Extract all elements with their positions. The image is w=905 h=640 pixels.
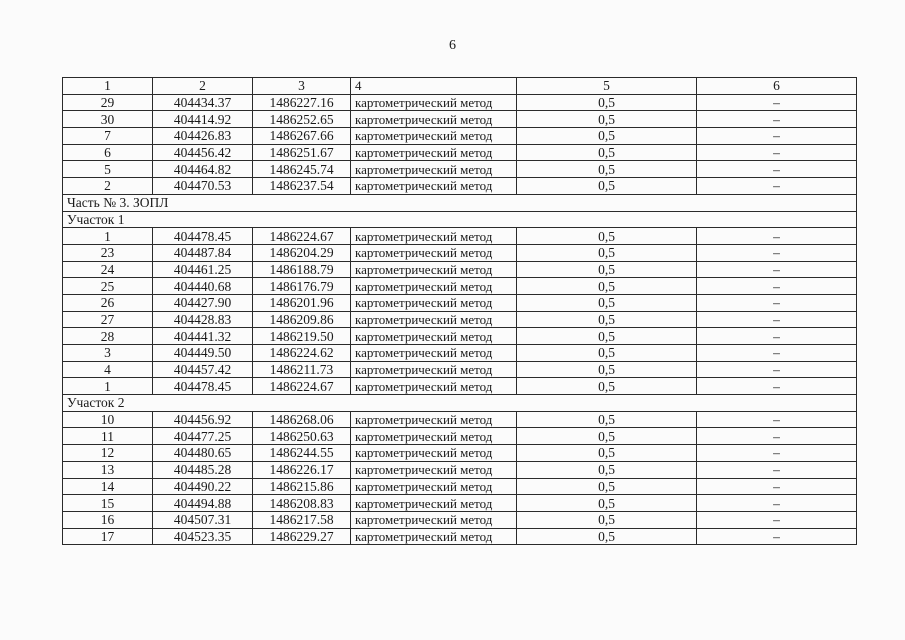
point-number-cell: 10 — [63, 411, 153, 428]
y-coordinate-cell: 1486237.54 — [253, 178, 351, 195]
y-coordinate-cell: 1486211.73 — [253, 361, 351, 378]
method-cell: картометрический метод — [351, 228, 517, 245]
x-coordinate-cell: 404440.68 — [153, 278, 253, 295]
x-coordinate-cell: 404478.45 — [153, 378, 253, 395]
column-number-header: 5 — [517, 78, 697, 95]
accuracy-cell: 0,5 — [517, 261, 697, 278]
extra-cell: – — [697, 445, 857, 462]
accuracy-cell: 0,5 — [517, 495, 697, 512]
extra-cell: – — [697, 361, 857, 378]
point-number-cell: 17 — [63, 528, 153, 545]
accuracy-cell: 0,5 — [517, 511, 697, 528]
point-number-cell: 26 — [63, 294, 153, 311]
point-number-cell: 6 — [63, 144, 153, 161]
method-cell: картометрический метод — [351, 128, 517, 145]
table-row — [63, 111, 857, 128]
extra-cell: – — [697, 261, 857, 278]
x-coordinate-cell: 404449.50 — [153, 345, 253, 362]
accuracy-cell: 0,5 — [517, 411, 697, 428]
x-coordinate-cell: 404414.92 — [153, 111, 253, 128]
column-number-header: 3 — [253, 78, 351, 95]
table-row — [63, 261, 857, 278]
point-number-cell: 4 — [63, 361, 153, 378]
y-coordinate-cell: 1486251.67 — [253, 144, 351, 161]
table-row — [63, 528, 857, 545]
accuracy-cell: 0,5 — [517, 361, 697, 378]
method-cell: картометрический метод — [351, 495, 517, 512]
accuracy-cell: 0,5 — [517, 161, 697, 178]
column-number-header: 2 — [153, 78, 253, 95]
table-body — [63, 78, 857, 545]
x-coordinate-cell: 404523.35 — [153, 528, 253, 545]
method-cell: картометрический метод — [351, 528, 517, 545]
point-number-cell: 5 — [63, 161, 153, 178]
part-title-row-label: Часть № 3. ЗОПЛ — [63, 194, 857, 211]
accuracy-cell: 0,5 — [517, 94, 697, 111]
column-number-header: 4 — [351, 78, 517, 95]
x-coordinate-cell: 404426.83 — [153, 128, 253, 145]
x-coordinate-cell: 404456.42 — [153, 144, 253, 161]
y-coordinate-cell: 1486176.79 — [253, 278, 351, 295]
table-row — [63, 244, 857, 261]
y-coordinate-cell: 1486188.79 — [253, 261, 351, 278]
accuracy-cell: 0,5 — [517, 428, 697, 445]
extra-cell: – — [697, 528, 857, 545]
table-row — [63, 345, 857, 362]
y-coordinate-cell: 1486201.96 — [253, 294, 351, 311]
y-coordinate-cell: 1486204.29 — [253, 244, 351, 261]
accuracy-cell: 0,5 — [517, 461, 697, 478]
table-row — [63, 428, 857, 445]
method-cell: картометрический метод — [351, 111, 517, 128]
part-title-row — [63, 194, 857, 211]
y-coordinate-cell: 1486208.83 — [253, 495, 351, 512]
y-coordinate-cell: 1486209.86 — [253, 311, 351, 328]
x-coordinate-cell: 404428.83 — [153, 311, 253, 328]
extra-cell: – — [697, 294, 857, 311]
x-coordinate-cell: 404494.88 — [153, 495, 253, 512]
method-cell: картометрический метод — [351, 511, 517, 528]
x-coordinate-cell: 404507.31 — [153, 511, 253, 528]
accuracy-cell: 0,5 — [517, 128, 697, 145]
point-number-cell: 23 — [63, 244, 153, 261]
section-title-row — [63, 395, 857, 412]
method-cell: картометрический метод — [351, 261, 517, 278]
table-row — [63, 178, 857, 195]
x-coordinate-cell: 404441.32 — [153, 328, 253, 345]
table-row — [63, 445, 857, 462]
x-coordinate-cell: 404478.45 — [153, 228, 253, 245]
accuracy-cell: 0,5 — [517, 345, 697, 362]
x-coordinate-cell: 404485.28 — [153, 461, 253, 478]
accuracy-cell: 0,5 — [517, 144, 697, 161]
extra-cell: – — [697, 111, 857, 128]
point-number-cell: 1 — [63, 378, 153, 395]
accuracy-cell: 0,5 — [517, 378, 697, 395]
accuracy-cell: 0,5 — [517, 311, 697, 328]
table-row — [63, 228, 857, 245]
coordinates-table — [62, 77, 857, 545]
table-row — [63, 278, 857, 295]
table-row — [63, 128, 857, 145]
method-cell: картометрический метод — [351, 178, 517, 195]
method-cell: картометрический метод — [351, 278, 517, 295]
x-coordinate-cell: 404464.82 — [153, 161, 253, 178]
method-cell: картометрический метод — [351, 428, 517, 445]
table-row — [63, 378, 857, 395]
point-number-cell: 14 — [63, 478, 153, 495]
extra-cell: – — [697, 228, 857, 245]
extra-cell: – — [697, 178, 857, 195]
extra-cell: – — [697, 411, 857, 428]
extra-cell: – — [697, 461, 857, 478]
y-coordinate-cell: 1486229.27 — [253, 528, 351, 545]
method-cell: картометрический метод — [351, 311, 517, 328]
extra-cell: – — [697, 345, 857, 362]
x-coordinate-cell: 404487.84 — [153, 244, 253, 261]
point-number-cell: 15 — [63, 495, 153, 512]
point-number-cell: 2 — [63, 178, 153, 195]
y-coordinate-cell: 1486224.62 — [253, 345, 351, 362]
accuracy-cell: 0,5 — [517, 445, 697, 462]
y-coordinate-cell: 1486252.65 — [253, 111, 351, 128]
section-title-row-label: Участок 2 — [63, 395, 857, 412]
x-coordinate-cell: 404490.22 — [153, 478, 253, 495]
point-number-cell: 1 — [63, 228, 153, 245]
header-row — [63, 78, 857, 95]
table-row — [63, 411, 857, 428]
point-number-cell: 11 — [63, 428, 153, 445]
method-cell: картометрический метод — [351, 411, 517, 428]
x-coordinate-cell: 404480.65 — [153, 445, 253, 462]
accuracy-cell: 0,5 — [517, 328, 697, 345]
point-number-cell: 28 — [63, 328, 153, 345]
extra-cell: – — [697, 511, 857, 528]
x-coordinate-cell: 404461.25 — [153, 261, 253, 278]
point-number-cell: 7 — [63, 128, 153, 145]
extra-cell: – — [697, 244, 857, 261]
y-coordinate-cell: 1486224.67 — [253, 378, 351, 395]
x-coordinate-cell: 404470.53 — [153, 178, 253, 195]
table-row — [63, 511, 857, 528]
extra-cell: – — [697, 128, 857, 145]
method-cell: картометрический метод — [351, 461, 517, 478]
y-coordinate-cell: 1486250.63 — [253, 428, 351, 445]
extra-cell: – — [697, 378, 857, 395]
table-row — [63, 161, 857, 178]
method-cell: картометрический метод — [351, 478, 517, 495]
table-row — [63, 495, 857, 512]
extra-cell: – — [697, 428, 857, 445]
y-coordinate-cell: 1486268.06 — [253, 411, 351, 428]
accuracy-cell: 0,5 — [517, 528, 697, 545]
page-number: 6 — [449, 38, 456, 53]
accuracy-cell: 0,5 — [517, 244, 697, 261]
extra-cell: – — [697, 478, 857, 495]
accuracy-cell: 0,5 — [517, 278, 697, 295]
accuracy-cell: 0,5 — [517, 478, 697, 495]
method-cell: картометрический метод — [351, 94, 517, 111]
method-cell: картометрический метод — [351, 445, 517, 462]
table-row — [63, 361, 857, 378]
table-row — [63, 294, 857, 311]
point-number-cell: 3 — [63, 345, 153, 362]
method-cell: картометрический метод — [351, 244, 517, 261]
method-cell: картометрический метод — [351, 328, 517, 345]
table-row — [63, 461, 857, 478]
table-row — [63, 94, 857, 111]
table-row — [63, 144, 857, 161]
extra-cell: – — [697, 144, 857, 161]
extra-cell: – — [697, 94, 857, 111]
point-number-cell: 12 — [63, 445, 153, 462]
y-coordinate-cell: 1486244.55 — [253, 445, 351, 462]
x-coordinate-cell: 404434.37 — [153, 94, 253, 111]
method-cell: картометрический метод — [351, 345, 517, 362]
point-number-cell: 24 — [63, 261, 153, 278]
point-number-cell: 27 — [63, 311, 153, 328]
method-cell: картометрический метод — [351, 144, 517, 161]
y-coordinate-cell: 1486217.58 — [253, 511, 351, 528]
extra-cell: – — [697, 328, 857, 345]
accuracy-cell: 0,5 — [517, 294, 697, 311]
table-row — [63, 478, 857, 495]
extra-cell: – — [697, 311, 857, 328]
point-number-cell: 25 — [63, 278, 153, 295]
extra-cell: – — [697, 161, 857, 178]
y-coordinate-cell: 1486227.16 — [253, 94, 351, 111]
point-number-cell: 16 — [63, 511, 153, 528]
extra-cell: – — [697, 278, 857, 295]
method-cell: картометрический метод — [351, 361, 517, 378]
method-cell: картометрический метод — [351, 378, 517, 395]
section-title-row-label: Участок 1 — [63, 211, 857, 228]
section-title-row — [63, 211, 857, 228]
accuracy-cell: 0,5 — [517, 228, 697, 245]
x-coordinate-cell: 404456.92 — [153, 411, 253, 428]
x-coordinate-cell: 404427.90 — [153, 294, 253, 311]
y-coordinate-cell: 1486215.86 — [253, 478, 351, 495]
x-coordinate-cell: 404457.42 — [153, 361, 253, 378]
method-cell: картометрический метод — [351, 161, 517, 178]
point-number-cell: 29 — [63, 94, 153, 111]
extra-cell: – — [697, 495, 857, 512]
point-number-cell: 30 — [63, 111, 153, 128]
column-number-header: 6 — [697, 78, 857, 95]
method-cell: картометрический метод — [351, 294, 517, 311]
y-coordinate-cell: 1486224.67 — [253, 228, 351, 245]
table-row — [63, 311, 857, 328]
accuracy-cell: 0,5 — [517, 111, 697, 128]
table-row — [63, 328, 857, 345]
y-coordinate-cell: 1486226.17 — [253, 461, 351, 478]
y-coordinate-cell: 1486219.50 — [253, 328, 351, 345]
y-coordinate-cell: 1486267.66 — [253, 128, 351, 145]
point-number-cell: 13 — [63, 461, 153, 478]
y-coordinate-cell: 1486245.74 — [253, 161, 351, 178]
x-coordinate-cell: 404477.25 — [153, 428, 253, 445]
column-number-header: 1 — [63, 78, 153, 95]
accuracy-cell: 0,5 — [517, 178, 697, 195]
